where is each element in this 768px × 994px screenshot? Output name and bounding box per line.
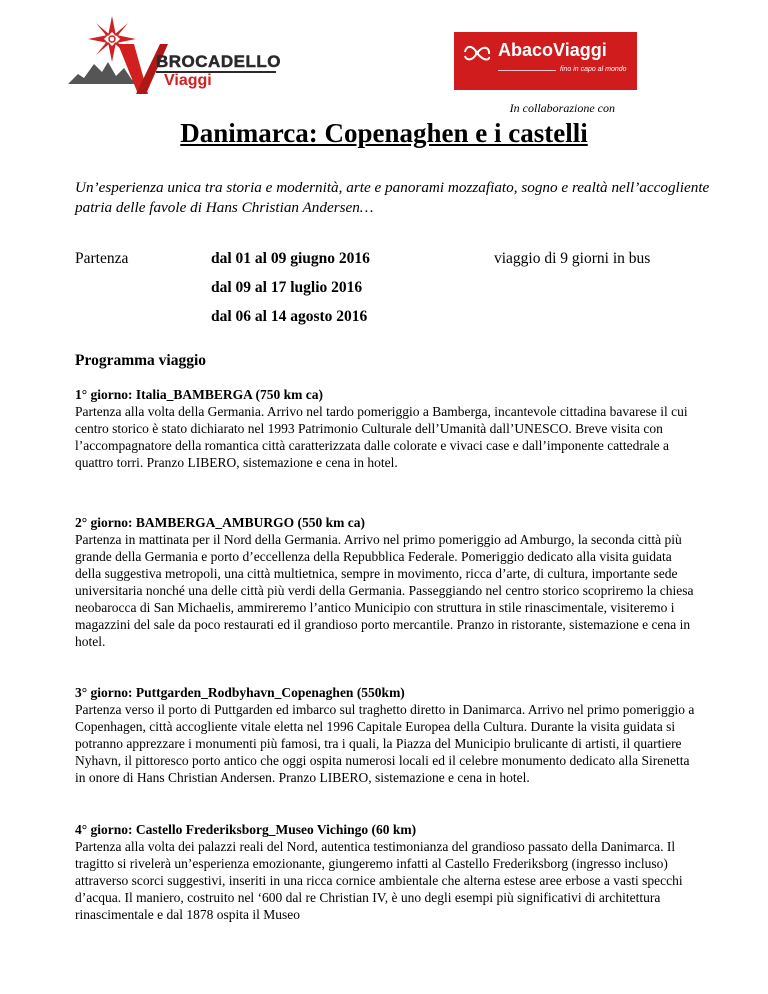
trip-duration-note: viaggio di 9 giorni in bus <box>494 250 651 267</box>
departure-label: Partenza <box>75 250 129 267</box>
day-section <box>75 386 700 471</box>
abacoviaggi-wordmark: AbacoViaggi <box>498 40 607 60</box>
departure-date: dal 09 al 17 luglio 2016 <box>211 279 363 296</box>
abacoviaggi-tagline: fino in capo al mondo <box>560 66 627 73</box>
day-heading: 2° giorno: BAMBERGA_AMBURGO (550 km ca) <box>75 515 366 530</box>
abacoviaggi-logo <box>454 32 637 90</box>
program-title: Programma viaggio <box>75 352 207 369</box>
day-heading: 1° giorno: Italia_BAMBERGA (750 km ca) <box>75 387 324 402</box>
abacoviaggi-divider <box>498 70 556 71</box>
brocadello-wordmark: BROCADELLO <box>156 52 281 71</box>
brocadello-viaggi: Viaggi <box>164 72 212 89</box>
document-title: Danimarca: Copenaghen e i castelli <box>180 118 588 148</box>
intro-paragraph: Un’esperienza unica tra storia e modernità, arte e panorami mozzafiato, sogno e realtà nell’accogliente patria delle favole di Hans Christian Andersen… <box>75 179 710 216</box>
departure-date: dal 01 al 09 giugno 2016 <box>211 250 370 267</box>
departure-date: dal 06 al 14 agosto 2016 <box>211 308 368 325</box>
day-text: Partenza alla volta della Germania. Arrivo nel tardo pomeriggio a Bamberga, incantevole cittadina bavarese il cui centro storico è stato dichiarato nel 1993 Patrimonio Culturale dell’Umanità dall’UNESCO. Breve visita con l’accompagnatore della romantica città caratterizzata dalle colorate e vivaci case e dall’imponente cattedrale a quattro torri. Pranzo LIBERO, sistemazione e cena in hotel. <box>75 404 688 470</box>
brocadello-logo <box>68 14 290 94</box>
collaboration-note: In collaborazione con <box>509 101 615 115</box>
day-text: Partenza alla volta dei palazzi reali del Nord, autentica testimonianza del grandioso passato della Danimarca. Il tragitto si rivelerà un’esperienza emozionante, giungeremo infatti al Castello Frederiksborg (ingresso incluso) attraverso scorci suggestivi, inseriti in una ricca cornice ambientale che alterna estese aree erbose a vasti specchi d’acqua. Il maniero, costruito nel ‘600 dal re Christian IV, è uno degli esempi più significativi di architettura rinascimentale e dal 1878 ospita il Museo <box>75 839 683 922</box>
day-section <box>75 821 700 923</box>
day-text: Partenza in mattinata per il Nord della Germania. Arrivo nel primo pomeriggio ad Amburgo, la seconda città più grande della Germania e porto d’eccellenza della Repubblica Federale. Pomeriggio dedicato alla visita guidata della suggestiva metropoli, una città multietnica, sempre in movimento, ricca d’arte, di cultura, importante sede universitaria nonché una delle città più verdi della Germania. Passeggiando nel centro storico scopriremo la chiesa neobarocca di San Michaelis, ammireremo l’antico Municipio con struttura in stile rinascimentale, visiteremo i magazzini del sale da poco restaurati ed il grandioso porto mercantile. Pranzo in ristorante, sistemazione e cena in hotel. <box>75 532 694 649</box>
abacoviaggi-swirl-icon <box>462 40 492 66</box>
day-heading: 4° giorno: Castello Frederiksborg_Museo Vichingo (60 km) <box>75 822 417 837</box>
day-section <box>75 514 700 650</box>
day-text: Partenza verso il porto di Puttgarden ed imbarco sul traghetto diretto in Danimarca. Arrivo nel primo pomeriggio a Copenhagen, città accogliente vitale eletta nel 1996 Capitale Europea della Cultura. Durante la visita guidata si potranno apprezzare i monumenti più famosi, tra i quali, la Piazza del Municipio brulicante di artisti, il quartiere Nyhavn, il pittoresco porto antico che oggi ospita numerosi locali ed il celebre monumento dedicato alla Sirenetta in onore di Hans Christian Andersen. Pranzo LIBERO, sistemazione e cena in hotel. <box>75 702 695 785</box>
day-section <box>75 684 700 786</box>
day-heading: 3° giorno: Puttgarden_Rodbyhavn_Copenaghen (550km) <box>75 685 405 700</box>
